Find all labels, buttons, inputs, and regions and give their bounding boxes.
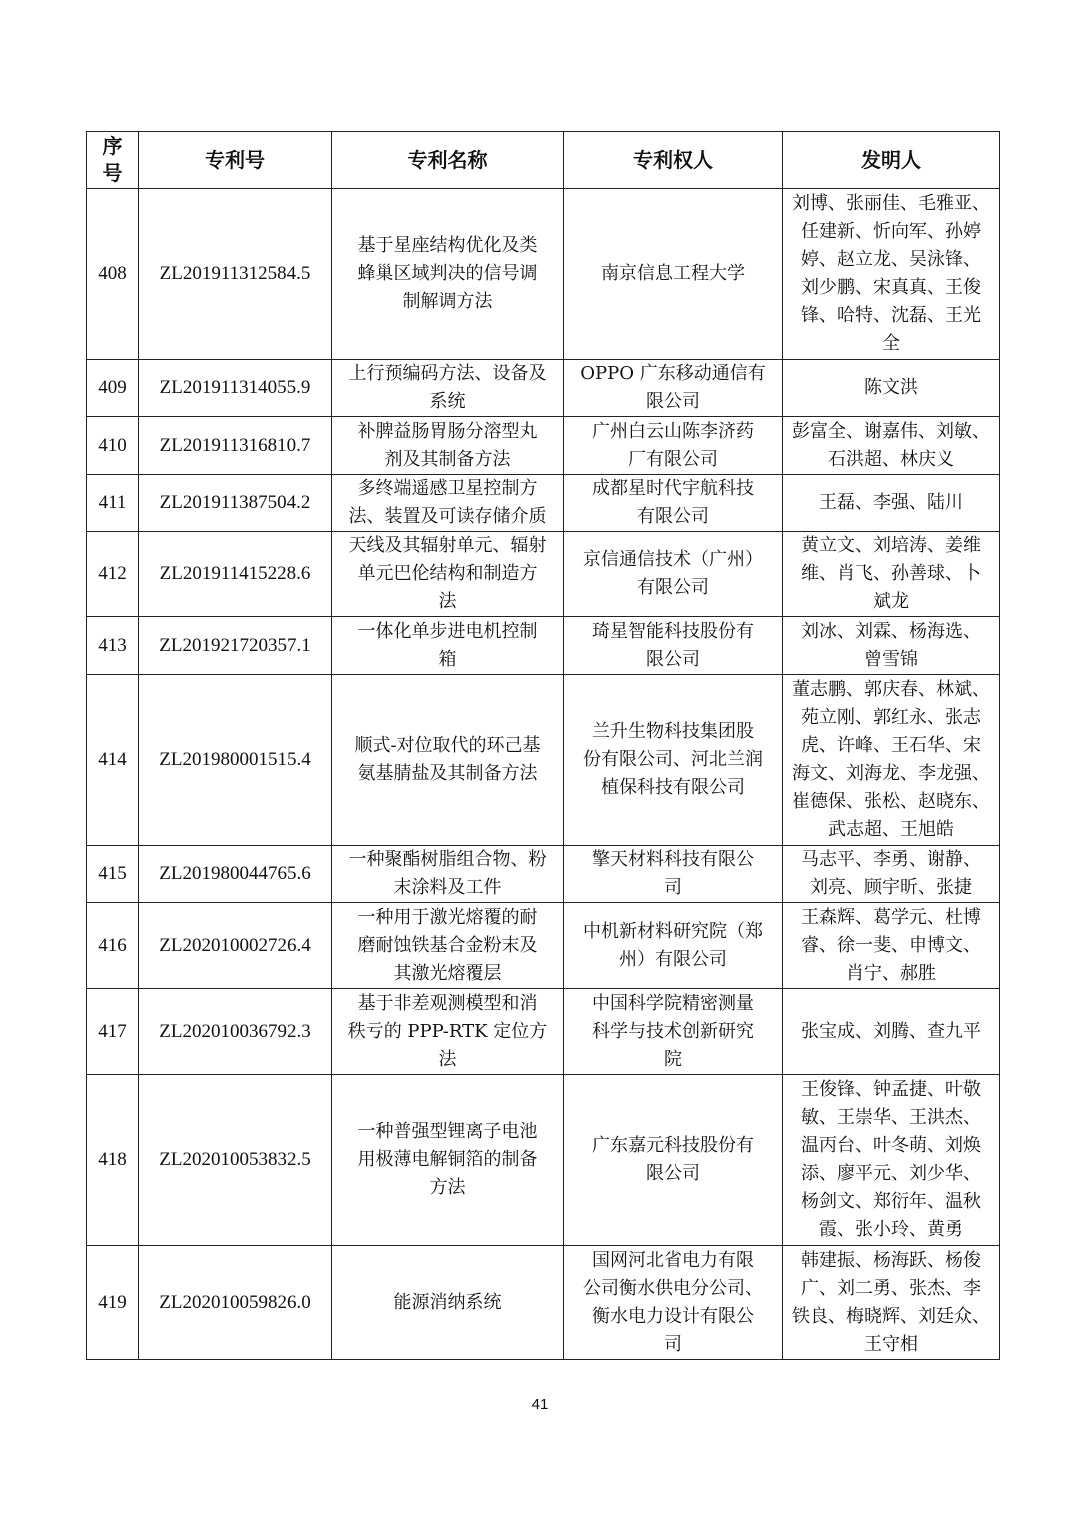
cell-holder-line: 院 bbox=[664, 1048, 682, 1070]
patent-table bbox=[86, 131, 1000, 1360]
cell-patent-name-line: 单元巴伦结构和制造方 bbox=[357, 563, 538, 584]
cell-patent-name bbox=[332, 1246, 564, 1360]
cell-holder-line: 公司衡水供电分公司、 bbox=[583, 1277, 763, 1299]
cell-holder-line: 广州白云山陈李济药 bbox=[592, 420, 754, 442]
cell-holder-line: 限公司 bbox=[646, 648, 700, 670]
cell-holder-line: 中国科学院精密测量 bbox=[592, 992, 754, 1014]
cell-patent-name-line: 补脾益肠胃肠分溶型丸 bbox=[357, 420, 538, 442]
cell-patent-no: ZL201911387504.2 bbox=[139, 475, 332, 532]
table-row bbox=[87, 989, 1000, 1075]
cell-holder-line: 份有限公司、河北兰润 bbox=[583, 749, 763, 770]
cell-inventors-line: 全 bbox=[882, 333, 900, 354]
header-holder: 专利权人 bbox=[564, 132, 783, 189]
table-row bbox=[87, 417, 1000, 475]
cell-patent-no: ZL201911316810.7 bbox=[139, 417, 332, 475]
table-row bbox=[87, 617, 1000, 675]
cell-inventors-line: 王磊、李强、陆川 bbox=[819, 492, 963, 513]
cell-patent-name-line: 其激光熔覆层 bbox=[393, 962, 502, 984]
cell-inventors-line: 铁良、梅晓辉、刘廷众、 bbox=[792, 1305, 990, 1327]
cell-inventors-line: 马志平、李勇、谢静、 bbox=[801, 849, 981, 870]
cell-patent-name-line: 法 bbox=[438, 591, 457, 612]
cell-holder bbox=[564, 475, 783, 532]
cell-patent-no: ZL202010053832.5 bbox=[139, 1075, 332, 1246]
cell-holder-line: 限公司 bbox=[646, 1163, 700, 1184]
cell-patent-name bbox=[332, 417, 564, 475]
cell-patent-name bbox=[332, 675, 564, 846]
cell-holder-line: 衡水电力设计有限公 bbox=[592, 1305, 754, 1327]
cell-holder-line: 广东嘉元科技股份有 bbox=[592, 1135, 754, 1156]
cell-patent-name-line: 顺式-对位取代的环己基 bbox=[354, 735, 541, 756]
cell-patent-name-line: 磨耐蚀铁基合金粉末及 bbox=[357, 934, 538, 956]
cell-patent-name-line: 箱 bbox=[438, 648, 457, 670]
cell-holder-line: 国网河北省电力有限 bbox=[592, 1249, 754, 1271]
cell-inventors-line: 虎、许峰、王石华、宋 bbox=[801, 735, 981, 756]
cell-patent-name-line: 基于星座结构优化及类 bbox=[357, 235, 538, 256]
cell-patent-no: ZL201980001515.4 bbox=[139, 675, 332, 846]
cell-holder bbox=[564, 617, 783, 675]
page-number: 41 bbox=[531, 1396, 549, 1413]
cell-patent-name bbox=[332, 189, 564, 360]
cell-holder-line: 厂有限公司 bbox=[628, 448, 718, 470]
table-row bbox=[87, 846, 1000, 903]
cell-holder bbox=[564, 417, 783, 475]
cell-seq: 408 bbox=[87, 189, 139, 360]
cell-seq: 416 bbox=[87, 903, 139, 989]
cell-inventors-line: 杨剑文、郑衍年、温秋 bbox=[801, 1191, 981, 1212]
header-row bbox=[87, 132, 1000, 189]
cell-inventors-line: 刘少鹏、宋真真、王俊 bbox=[801, 277, 981, 298]
cell-patent-name-line: 末涂料及工件 bbox=[393, 877, 502, 898]
cell-inventors-line: 崔德保、张松、赵晓东、 bbox=[792, 791, 990, 812]
cell-holder bbox=[564, 989, 783, 1075]
cell-holder-line: 京信通信技术（广州） bbox=[583, 549, 763, 570]
cell-patent-name-line: 一种用于激光熔覆的耐 bbox=[357, 906, 538, 928]
header-inventors: 发明人 bbox=[783, 132, 1000, 189]
cell-patent-name-line: 基于非差观测模型和消 bbox=[357, 992, 538, 1014]
cell-patent-no: ZL202010059826.0 bbox=[139, 1246, 332, 1360]
table-row bbox=[87, 1246, 1000, 1360]
cell-inventors-line: 敏、王崇华、王洪杰、 bbox=[801, 1107, 981, 1128]
cell-inventors-line: 苑立刚、郭红永、张志 bbox=[801, 707, 981, 728]
cell-inventors bbox=[783, 903, 1000, 989]
cell-holder-line: 中机新材料研究院（郑 bbox=[583, 920, 763, 942]
cell-inventors-line: 王守相 bbox=[864, 1333, 918, 1355]
cell-patent-name bbox=[332, 989, 564, 1075]
cell-holder bbox=[564, 189, 783, 360]
cell-patent-name bbox=[332, 360, 564, 417]
header-patent-name: 专利名称 bbox=[332, 132, 564, 189]
cell-patent-name bbox=[332, 846, 564, 903]
cell-inventors-line: 睿、徐一斐、申博文、 bbox=[801, 934, 981, 956]
cell-patent-name-line: 一体化单步进电机控制 bbox=[357, 620, 538, 642]
cell-holder-line: 司 bbox=[664, 1333, 682, 1355]
cell-holder-line: 成都星时代宇航科技 bbox=[592, 478, 754, 499]
cell-inventors-line: 温丙台、叶冬萌、刘焕 bbox=[801, 1135, 981, 1156]
cell-patent-name-line: 剂及其制备方法 bbox=[384, 448, 511, 470]
cell-patent-name-line: 上行预编码方法、设备及 bbox=[348, 363, 547, 384]
cell-seq: 419 bbox=[87, 1246, 139, 1360]
cell-patent-name-line: 氨基腈盐及其制备方法 bbox=[357, 763, 538, 784]
cell-holder-line: 州）有限公司 bbox=[619, 948, 727, 970]
cell-patent-name-line: 能源消纳系统 bbox=[393, 1291, 502, 1313]
cell-seq: 410 bbox=[87, 417, 139, 475]
cell-patent-name-line: 法、装置及可读存储介质 bbox=[348, 506, 547, 527]
cell-inventors-line: 肖宁、郝胜 bbox=[846, 962, 936, 984]
table-row bbox=[87, 189, 1000, 360]
cell-inventors-line: 董志鹏、郭庆春、林斌、 bbox=[792, 679, 990, 700]
cell-patent-name bbox=[332, 617, 564, 675]
cell-patent-no: ZL201921720357.1 bbox=[139, 617, 332, 675]
cell-inventors bbox=[783, 532, 1000, 617]
table-row bbox=[87, 475, 1000, 532]
cell-holder-line: 擎天材料科技有限公 bbox=[592, 849, 754, 870]
cell-holder-line: 植保科技有限公司 bbox=[601, 777, 745, 798]
cell-patent-name-line: 一种普强型锂离子电池 bbox=[357, 1121, 538, 1142]
cell-inventors-line: 黄立文、刘培涛、姜维 bbox=[801, 535, 981, 556]
cell-patent-name bbox=[332, 903, 564, 989]
cell-seq: 414 bbox=[87, 675, 139, 846]
cell-inventors-line: 曾雪锦 bbox=[864, 648, 918, 670]
cell-inventors-line: 斌龙 bbox=[873, 591, 909, 612]
table-row bbox=[87, 1075, 1000, 1246]
header-seq: 序 号 bbox=[87, 132, 139, 189]
cell-holder bbox=[564, 360, 783, 417]
cell-inventors-line: 霞、张小玲、黄勇 bbox=[819, 1219, 963, 1240]
cell-inventors-line: 刘博、张丽佳、毛雅亚、 bbox=[792, 193, 990, 214]
cell-inventors-line: 王俊锋、钟孟捷、叶敬 bbox=[801, 1079, 981, 1100]
cell-patent-no: ZL201911312584.5 bbox=[139, 189, 332, 360]
cell-inventors-line: 锋、哈特、沈磊、王光 bbox=[801, 305, 981, 326]
cell-holder-line: 司 bbox=[664, 877, 682, 898]
cell-inventors bbox=[783, 617, 1000, 675]
cell-inventors-line: 陈文洪 bbox=[864, 377, 918, 398]
cell-patent-no: ZL202010036792.3 bbox=[139, 989, 332, 1075]
cell-patent-name bbox=[332, 532, 564, 617]
cell-holder bbox=[564, 532, 783, 617]
cell-holder-line: 兰升生物科技集团股 bbox=[592, 721, 754, 742]
cell-patent-name-line: 一种聚酯树脂组合物、粉 bbox=[348, 849, 547, 870]
cell-seq: 418 bbox=[87, 1075, 139, 1246]
cell-inventors-line: 维、肖飞、孙善球、卜 bbox=[801, 563, 981, 584]
cell-patent-name-line: 蜂巢区域判决的信号调 bbox=[357, 263, 538, 284]
cell-holder bbox=[564, 846, 783, 903]
cell-patent-name-line: 秩亏的 PPP-RTK 定位方 bbox=[347, 1020, 548, 1042]
cell-seq: 415 bbox=[87, 846, 139, 903]
cell-inventors bbox=[783, 475, 1000, 532]
cell-inventors bbox=[783, 360, 1000, 417]
cell-holder-line: 有限公司 bbox=[637, 577, 709, 598]
cell-patent-name-line: 天线及其辐射单元、辐射 bbox=[348, 535, 547, 556]
cell-inventors bbox=[783, 846, 1000, 903]
cell-inventors-line: 刘亮、顾宇昕、张捷 bbox=[810, 877, 972, 898]
cell-patent-no: ZL202010002726.4 bbox=[139, 903, 332, 989]
cell-patent-name-line: 制解调方法 bbox=[402, 291, 493, 312]
cell-inventors-line: 武志超、王旭皓 bbox=[828, 819, 954, 840]
cell-patent-name-line: 方法 bbox=[429, 1177, 466, 1198]
cell-inventors bbox=[783, 189, 1000, 360]
cell-holder bbox=[564, 1246, 783, 1360]
cell-holder bbox=[564, 903, 783, 989]
cell-inventors bbox=[783, 1246, 1000, 1360]
table-row bbox=[87, 360, 1000, 417]
cell-seq: 412 bbox=[87, 532, 139, 617]
table-row bbox=[87, 532, 1000, 617]
cell-holder-line: 限公司 bbox=[646, 391, 700, 412]
cell-holder-line: 琦星智能科技股份有 bbox=[592, 620, 754, 642]
cell-inventors-line: 海文、刘海龙、李龙强、 bbox=[792, 763, 990, 784]
cell-patent-name-line: 系统 bbox=[429, 391, 466, 412]
cell-holder-line: 科学与技术创新研究 bbox=[592, 1020, 754, 1042]
cell-inventors bbox=[783, 989, 1000, 1075]
cell-patent-no: ZL201911314055.9 bbox=[139, 360, 332, 417]
cell-patent-name bbox=[332, 475, 564, 532]
cell-inventors-line: 王森辉、葛学元、杜博 bbox=[801, 906, 981, 928]
cell-patent-name-line: 法 bbox=[438, 1048, 457, 1070]
cell-patent-name-line: 多终端遥感卫星控制方 bbox=[357, 478, 538, 499]
cell-seq: 411 bbox=[87, 475, 139, 532]
table-row bbox=[87, 675, 1000, 846]
cell-holder-line: 南京信息工程大学 bbox=[601, 263, 745, 284]
cell-inventors-line: 广、刘二勇、张杰、李 bbox=[801, 1277, 981, 1299]
cell-patent-no: ZL201980044765.6 bbox=[139, 846, 332, 903]
cell-holder bbox=[564, 675, 783, 846]
cell-inventors-line: 张宝成、刘腾、查九平 bbox=[801, 1020, 981, 1042]
cell-inventors bbox=[783, 675, 1000, 846]
cell-patent-no: ZL201911415228.6 bbox=[139, 532, 332, 617]
table-row bbox=[87, 903, 1000, 989]
cell-inventors bbox=[783, 417, 1000, 475]
cell-inventors-line: 添、廖平元、刘少华、 bbox=[801, 1163, 981, 1184]
cell-inventors-line: 韩建振、杨海跃、杨俊 bbox=[801, 1249, 981, 1271]
cell-patent-name-line: 用极薄电解铜箔的制备 bbox=[357, 1149, 538, 1170]
cell-patent-name bbox=[332, 1075, 564, 1246]
cell-seq: 409 bbox=[87, 360, 139, 417]
cell-holder-line: OPPO 广东移动通信有 bbox=[580, 363, 766, 384]
cell-inventors-line: 刘冰、刘霖、杨海选、 bbox=[801, 620, 981, 642]
cell-inventors-line: 婷、赵立龙、吴泳锋、 bbox=[801, 249, 981, 270]
cell-seq: 413 bbox=[87, 617, 139, 675]
cell-inventors-line: 任建新、忻向军、孙婷 bbox=[801, 221, 981, 242]
header-patent-no: 专利号 bbox=[139, 132, 332, 189]
table-body bbox=[87, 189, 1000, 1360]
cell-inventors-line: 石洪超、林庆义 bbox=[828, 448, 954, 470]
cell-inventors-line: 彭富全、谢嘉伟、刘敏、 bbox=[792, 420, 990, 442]
cell-holder bbox=[564, 1075, 783, 1246]
cell-holder-line: 有限公司 bbox=[637, 506, 709, 527]
cell-seq: 417 bbox=[87, 989, 139, 1075]
cell-inventors bbox=[783, 1075, 1000, 1246]
